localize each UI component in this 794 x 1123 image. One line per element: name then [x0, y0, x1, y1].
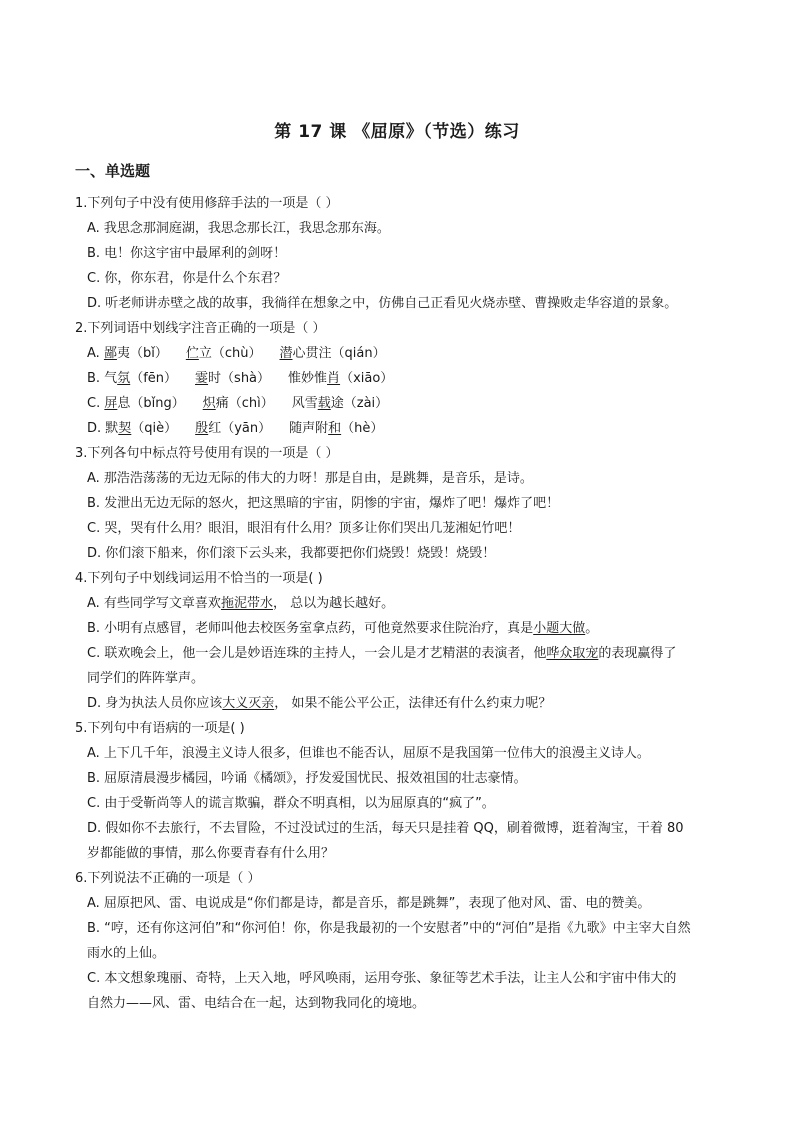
option-b: B. “哼，还有你这河伯”和“你河伯！你，你是我最初的一个安慰者”中的“河伯”是指《九歌》中主宰大自然 [87, 921, 691, 936]
underlined-char: 和 [328, 421, 342, 436]
question-1 [75, 191, 725, 316]
word-suffix: （xiāo） [340, 371, 394, 386]
underlined-phrase: 大义灭亲 [222, 696, 275, 711]
option-c: C. 哭，哭有什么用？眼泪，眼泪有什么用？顶多让你们哭出几茏湘妃竹吧！ [87, 521, 521, 536]
option-text: ， 总以为越长越好。 [272, 596, 395, 611]
option-c-continued: 自然力——风、雷、电结合在一起，达到物我同化的境地。 [87, 996, 426, 1011]
word-suffix: 途（zài） [330, 396, 389, 411]
option-b [75, 616, 725, 641]
underlined-char: 肖 [327, 371, 341, 386]
underlined-char: 屏 [104, 396, 118, 411]
word-suffix: 痛（chì） [215, 396, 274, 411]
section-heading: 一、单选题 [75, 162, 151, 180]
option-b: B. 发泄出无边无际的怒火，把这黑暗的宇宙，阴惨的宇宙，爆炸了吧！爆炸了吧！ [87, 496, 560, 511]
question-stem: 3.下列各句中标点符号使用有误的一项是（ ） [75, 446, 339, 461]
option-a [75, 341, 725, 366]
word-prefix: B. 气 [87, 371, 118, 386]
option-b: B. 电！你这宇宙中最犀利的剑呀！ [87, 246, 287, 261]
option-b: B. 屈原清晨漫步橘园，吟诵《橘颂》，抒发爱国忧民、报效祖国的壮志豪情。 [87, 771, 527, 786]
word-suffix: 立（chù） [198, 346, 262, 361]
underlined-char: 载 [317, 396, 331, 411]
option-d: D. 假如你不去旅行，不去冒险，不过没试过的生活，每天只是挂着 QQ，刷着微博，逛着淘宝，干着 80 [87, 821, 684, 836]
option-text: B. 小明有点感冒，老师叫他去校医务室拿点药，可他竟然要求住院治疗，真是 [87, 621, 534, 636]
underlined-phrase: 哗众取宠 [546, 646, 599, 661]
question-list [75, 191, 725, 1016]
option-text: 。 [585, 621, 599, 636]
word-prefix: 随声附 [289, 421, 329, 436]
option-c [75, 641, 725, 666]
question-6 [75, 866, 725, 1016]
underlined-char: 鄙 [103, 346, 117, 361]
option-a: A. 那浩浩荡荡的无边无际的伟大的力呀！那是自由，是跳舞，是音乐，是诗。 [87, 471, 533, 486]
option-text: ， 如果不能公平公正，法律还有什么约束力呢？ [274, 696, 552, 711]
question-stem: 5.下列句中有语病的一项是( ) [75, 721, 245, 736]
option-c-continued: 同学们的阵阵掌声。 [87, 671, 205, 686]
word-suffix: 心贯注（qián） [292, 346, 386, 361]
option-a [75, 591, 725, 616]
word-prefix: 风雪 [291, 396, 318, 411]
word-suffix: （qiè） [131, 421, 178, 436]
underlined-char: 潜 [279, 346, 293, 361]
option-a: A. 我思念那洞庭湖，我思念那长江，我思念那东海。 [87, 221, 390, 236]
option-c: C. 你，你东君，你是什么个东君？ [87, 271, 287, 286]
option-b-continued: 雨水的上仙。 [87, 946, 166, 961]
underlined-char: 契 [118, 421, 132, 436]
option-text: A. 有些同学写文章喜欢 [87, 596, 221, 611]
option-d: D. 听老师讲赤壁之战的故事，我徜徉在想象之中，仿佛自己正看见火烧赤壁、曹操败走华容道的景象。 [87, 296, 678, 311]
word-suffix: （hè） [341, 421, 384, 436]
option-text: 的表现赢得了 [598, 646, 677, 661]
option-c: C. 本文想象瑰丽、奇特，上天入地，呼风唤雨，运用夸张、象征等艺术手法，让主人公和宇宙中伟大的 [87, 971, 677, 986]
underlined-char: 伫 [185, 346, 199, 361]
page-title: 第 17 课 《屈原》（节选）练习 [274, 122, 520, 142]
question-stem: 1.下列句子中没有使用修辞手法的一项是（ ） [75, 196, 339, 211]
underlined-char: 殷 [195, 421, 209, 436]
word-prefix: 惟妙惟 [288, 371, 328, 386]
option-d: D. 你们滚下船来，你们滚下云头来，我都要把你们烧毁！烧毁！烧毁！ [87, 546, 496, 561]
word-prefix: C. [87, 396, 105, 411]
underlined-phrase: 小题大做 [533, 621, 586, 636]
word-suffix: 息（bǐng） [117, 396, 185, 411]
underlined-char: 炽 [202, 396, 216, 411]
underlined-char: 氛 [117, 371, 131, 386]
option-c [75, 391, 725, 416]
word-suffix: 红（yān） [208, 421, 272, 436]
question-stem: 2.下列词语中划线字注音正确的一项是（ ） [75, 321, 326, 336]
option-d [75, 691, 725, 716]
word-prefix: A. [87, 346, 104, 361]
option-d [75, 416, 725, 441]
question-stem: 6.下列说法不正确的一项是（ ） [75, 871, 261, 886]
underlined-char: 霎 [195, 371, 209, 386]
question-4 [75, 566, 725, 716]
underlined-phrase: 拖泥带水 [220, 596, 273, 611]
word-suffix: （fēn） [130, 371, 178, 386]
option-a: A. 屈原把风、雷、电说成是“你们都是诗，都是音乐，都是跳舞”，表现了他对风、雷、电的赞美。 [87, 896, 651, 911]
option-c: C. 由于受靳尚等人的谎言欺骗，群众不明真相，以为屈原真的“疯了”。 [87, 796, 495, 811]
question-3 [75, 441, 725, 566]
option-d-continued: 岁都能做的事情，那么你要青春有什么用？ [87, 846, 335, 861]
option-text: D. 身为执法人员你应该 [87, 696, 223, 711]
option-b [75, 366, 725, 391]
option-text: C. 联欢晚会上，他一会儿是妙语连珠的主持人，一会儿是才艺精湛的表演者，他 [87, 646, 547, 661]
word-suffix: 时（shà） [208, 371, 271, 386]
question-stem: 4.下列句子中划线词运用不恰当的一项是( ) [75, 571, 323, 586]
option-a: A. 上下几千年，浪漫主义诗人很多，但谁也不能否认，屈原不是我国第一位伟大的浪漫主义诗人。 [87, 746, 650, 761]
question-5 [75, 716, 725, 866]
word-prefix: D. 默 [87, 421, 119, 436]
word-suffix: 夷（bǐ） [116, 346, 168, 361]
question-2 [75, 316, 725, 441]
